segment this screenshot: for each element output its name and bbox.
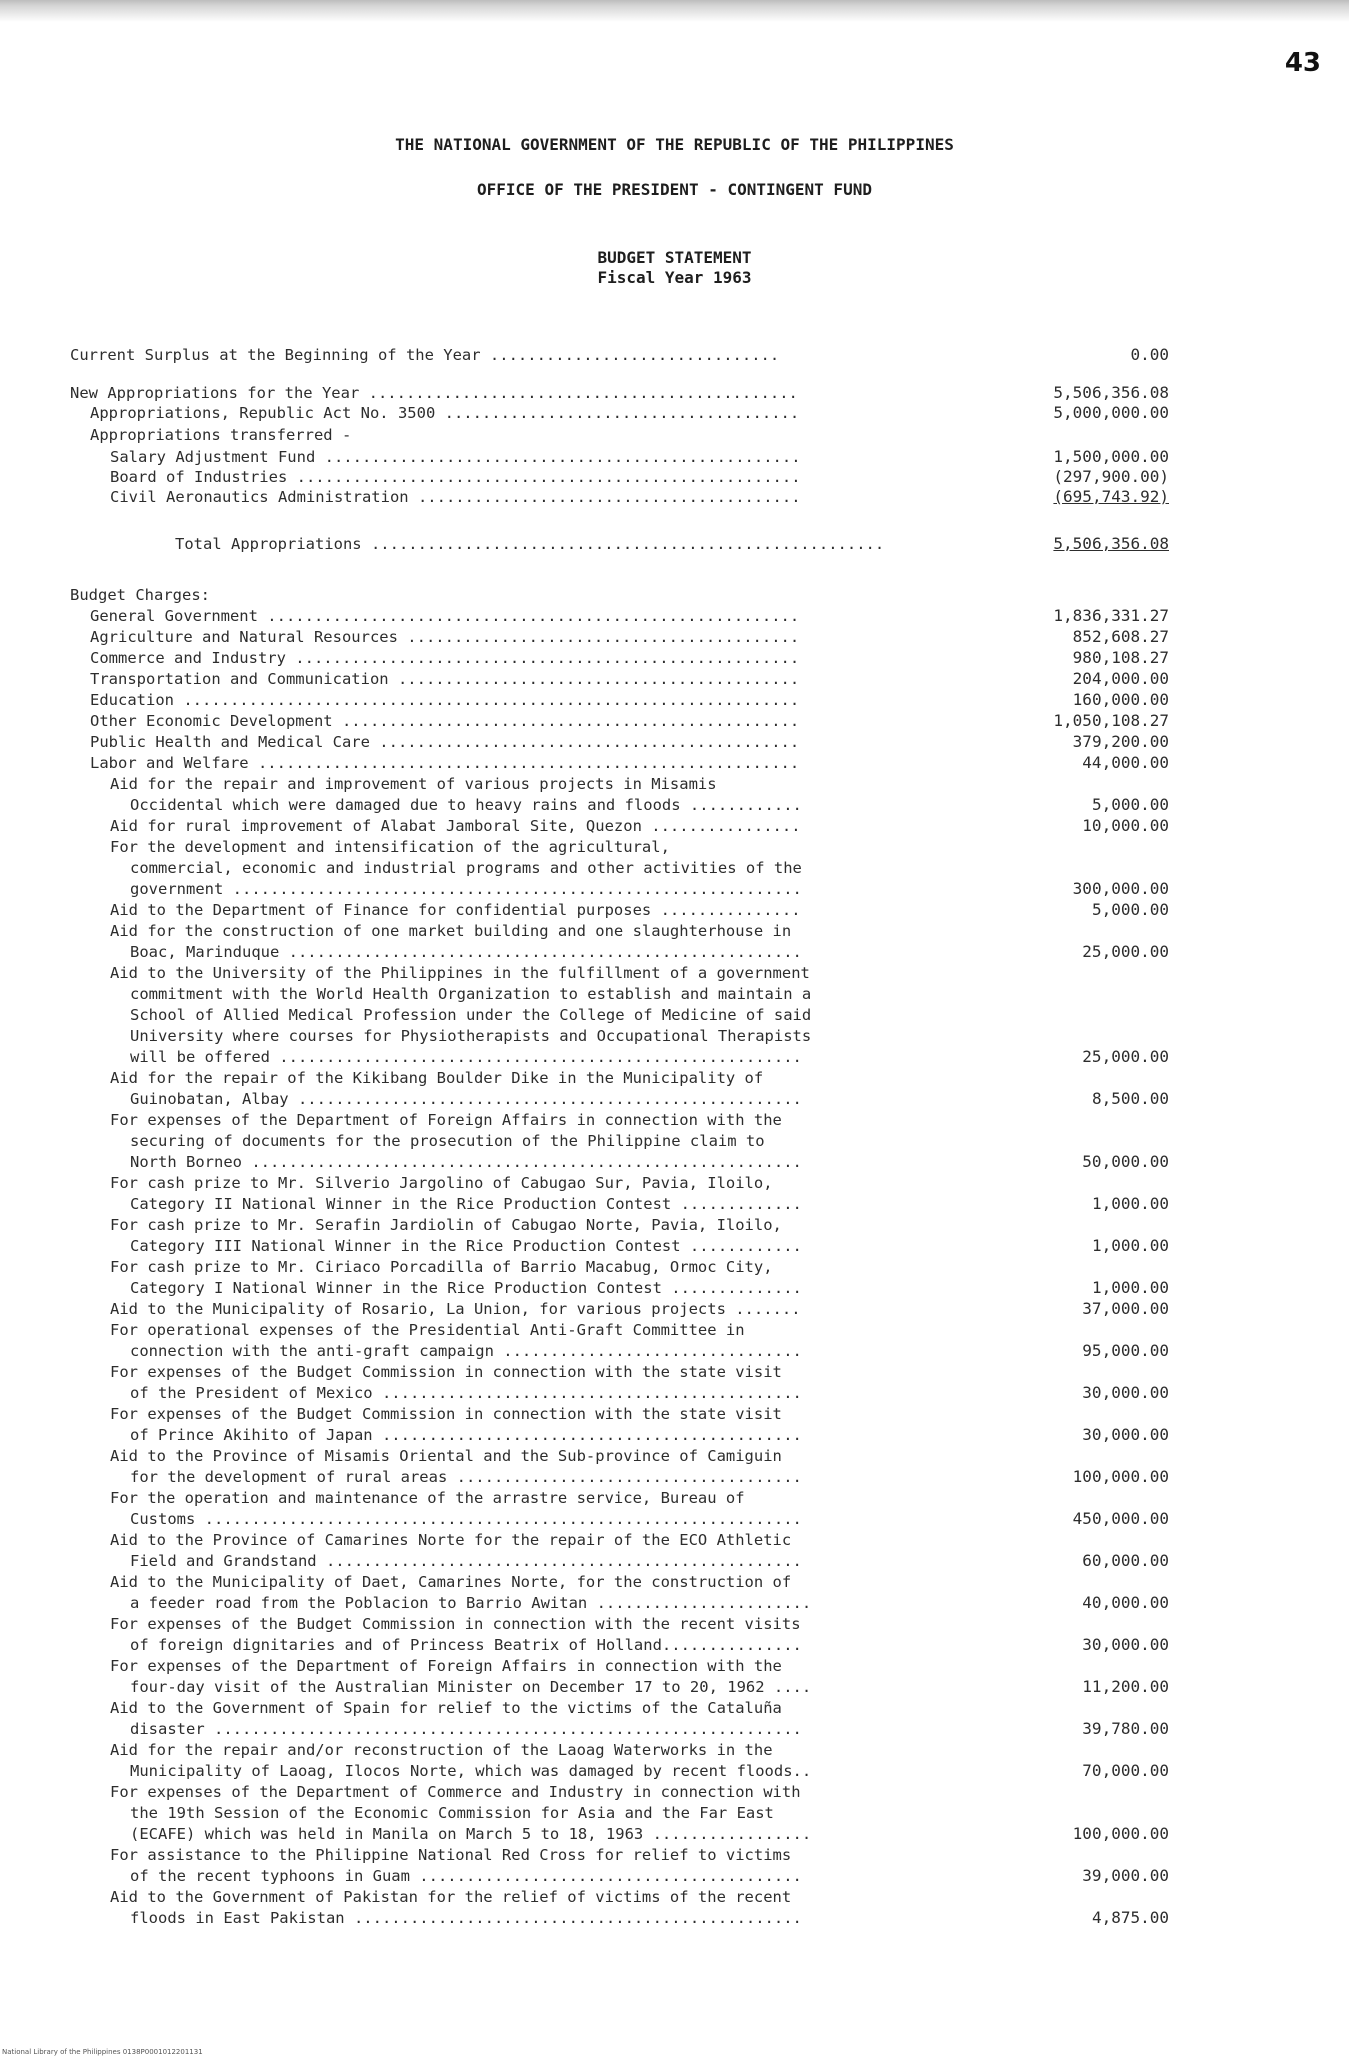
row-label: Municipality of Laoag, Ilocos Norte, which was damaged by recent floods.. — [130, 1762, 812, 1780]
table-row — [0, 1025, 1349, 1047]
row-label: Aid for rural improvement of Alabat Jamboral Site, Quezon ................ — [110, 817, 801, 835]
table-row — [0, 983, 1349, 1005]
row-label: (ECAFE) which was held in Manila on March 5 to 18, 1963 ................. — [130, 1825, 812, 1843]
row-label: Customs ................................................................ — [130, 1510, 802, 1528]
row-amount: 100,000.00 — [1072, 1467, 1169, 1486]
row-amount: 450,000.00 — [1072, 1509, 1169, 1528]
row-amount: 40,000.00 — [1082, 1593, 1169, 1612]
row-label: Occidental which were damaged due to heavy rains and floods ............ — [130, 796, 802, 814]
row-label: commitment with the World Health Organization to establish and maintain a — [130, 985, 812, 1003]
row-amount: (695,743.92) — [1053, 487, 1169, 506]
row-label: For cash prize to Mr. Ciriaco Porcadilla of Barrio Macabug, Ormoc City, — [110, 1258, 773, 1276]
table-row — [0, 1760, 1349, 1782]
row-label: Category II National Winner in the Rice Production Contest ............. — [130, 1195, 802, 1213]
row-amount: 10,000.00 — [1082, 816, 1169, 835]
table-row — [0, 1676, 1349, 1698]
row-label: School of Allied Medical Profession under the College of Medicine of said — [130, 1006, 812, 1024]
page-number: 43 — [1284, 48, 1321, 78]
row-amount: 5,000.00 — [1091, 900, 1169, 919]
table-row — [0, 1214, 1349, 1236]
table-row — [0, 1088, 1349, 1110]
row-amount: 5,000.00 — [1091, 795, 1169, 814]
row-label: the 19th Session of the Economic Commission for Asia and the Far East — [130, 1804, 774, 1822]
row-amount: 25,000.00 — [1082, 1047, 1169, 1066]
row-label: Commerce and Industry ...................................................... — [90, 649, 800, 667]
table-row — [0, 668, 1349, 690]
row-label: of the President of Mexico ............................................. — [130, 1384, 802, 1402]
row-amount: 1,500,000.00 — [1053, 447, 1169, 466]
row-label: Category I National Winner in the Rice Production Contest .............. — [130, 1279, 802, 1297]
table-row — [0, 1907, 1349, 1929]
table-row — [0, 533, 1349, 555]
table-row — [0, 1697, 1349, 1719]
table-row — [0, 1886, 1349, 1908]
row-label: Aid for the construction of one market building and one slaughterhouse in — [110, 922, 792, 940]
row-label: Boac, Marinduque ....................................................... — [130, 943, 802, 961]
row-label: University where courses for Physiotherapists and Occupational Therapists — [130, 1027, 812, 1045]
row-amount: 1,000.00 — [1091, 1236, 1169, 1255]
row-label: a feeder road from the Poblacion to Barrio Awitan ....................... — [130, 1594, 812, 1612]
row-label: Aid to the Government of Pakistan for the relief of victims of the recent — [110, 1888, 792, 1906]
row-label: commercial, economic and industrial programs and other activities of the — [130, 859, 802, 877]
row-amount: 5,000,000.00 — [1053, 403, 1169, 422]
table-row — [0, 1109, 1349, 1131]
row-label: For expenses of the Department of Commerce and Industry in connection with — [110, 1783, 801, 1801]
table-row — [0, 752, 1349, 774]
row-amount: 50,000.00 — [1082, 1152, 1169, 1171]
row-label: General Government ......................................................... — [90, 607, 800, 625]
row-amount: 1,000.00 — [1091, 1278, 1169, 1297]
row-label: Salary Adjustment Fund ................................................... — [110, 448, 801, 466]
title-budget-statement: BUDGET STATEMENT — [597, 248, 752, 267]
table-row — [0, 344, 1349, 366]
row-label: For expenses of the Department of Foreign Affairs in connection with the — [110, 1111, 782, 1129]
table-row — [0, 1634, 1349, 1656]
table-row — [0, 1172, 1349, 1194]
table-row — [0, 1046, 1349, 1068]
table-row — [0, 857, 1349, 879]
row-amount: 39,000.00 — [1082, 1866, 1169, 1885]
table-row — [0, 1529, 1349, 1551]
title-office: OFFICE OF THE PRESIDENT - CONTINGENT FUND — [477, 180, 872, 199]
row-label: Guinobatan, Albay ...................................................... — [130, 1090, 802, 1108]
row-label: Education .................................................................. — [90, 691, 800, 709]
row-label: For the development and intensification of the agricultural, — [110, 838, 670, 856]
table-row — [0, 1445, 1349, 1467]
row-amount: 852,608.27 — [1072, 627, 1169, 646]
row-amount: 70,000.00 — [1082, 1761, 1169, 1780]
table-row — [0, 1781, 1349, 1803]
row-label: Appropriations, Republic Act No. 3500 ...................................... — [90, 404, 800, 422]
row-label: Aid to the Municipality of Rosario, La Union, for various projects ....... — [110, 1300, 801, 1318]
row-amount: 160,000.00 — [1072, 690, 1169, 709]
row-amount: 37,000.00 — [1082, 1299, 1169, 1318]
row-label: Other Economic Development ................................................. — [90, 712, 800, 730]
row-label: Aid to the Province of Misamis Oriental and the Sub-province of Camiguin — [110, 1447, 782, 1465]
row-label: For cash prize to Mr. Serafin Jardiolin of Cabugao Norte, Pavia, Iloilo, — [110, 1216, 782, 1234]
row-amount: 25,000.00 — [1082, 942, 1169, 961]
table-row — [0, 1151, 1349, 1173]
row-amount: 30,000.00 — [1082, 1635, 1169, 1654]
table-row — [0, 962, 1349, 984]
table-row — [0, 941, 1349, 963]
table-row — [0, 836, 1349, 858]
table-row — [0, 1487, 1349, 1509]
title-government: THE NATIONAL GOVERNMENT OF THE REPUBLIC OF THE PHILIPPINES — [395, 135, 954, 154]
row-label: For cash prize to Mr. Silverio Jargolino of Cabugao Sur, Pavia, Iloilo, — [110, 1174, 773, 1192]
table-row — [0, 878, 1349, 900]
row-label: Current Surplus at the Beginning of the Year ............................... — [70, 346, 780, 364]
row-label: of Prince Akihito of Japan ............................................. — [130, 1426, 802, 1444]
table-row — [0, 1382, 1349, 1404]
row-label: For the operation and maintenance of the arrastre service, Bureau of — [110, 1489, 745, 1507]
table-row — [0, 486, 1349, 508]
table-row — [0, 1298, 1349, 1320]
row-label: of the recent typhoons in Guam ......................................... — [130, 1867, 802, 1885]
row-label: For operational expenses of the Presidential Anti-Graft Committee in — [110, 1321, 745, 1339]
row-amount: 4,875.00 — [1091, 1908, 1169, 1927]
row-label: Public Health and Medical Care ............................................. — [90, 733, 800, 751]
row-amount: 980,108.27 — [1072, 648, 1169, 667]
row-amount: 30,000.00 — [1082, 1425, 1169, 1444]
row-amount: 5,506,356.08 — [1053, 534, 1169, 553]
table-row — [0, 1592, 1349, 1614]
row-amount: 1,000.00 — [1091, 1194, 1169, 1213]
table-row — [0, 466, 1349, 488]
table-row — [0, 899, 1349, 921]
row-label: Aid to the Municipality of Daet, Camarines Norte, for the construction of — [110, 1573, 792, 1591]
row-label: connection with the anti-graft campaign ................................ — [130, 1342, 802, 1360]
row-amount: 1,836,331.27 — [1053, 606, 1169, 625]
table-row — [0, 1823, 1349, 1845]
row-label: of foreign dignitaries and of Princess Beatrix of Holland............... — [130, 1636, 802, 1654]
row-label: Total Appropriations ....................................................... — [175, 535, 885, 553]
row-label: securing of documents for the prosecution of the Philippine claim to — [130, 1132, 765, 1150]
table-row — [0, 710, 1349, 732]
table-row — [0, 1256, 1349, 1278]
row-amount: 44,000.00 — [1082, 753, 1169, 772]
row-label: Budget Charges: — [70, 586, 210, 604]
row-label: four-day visit of the Australian Minister on December 17 to 20, 1962 .... — [130, 1678, 812, 1696]
table-row — [0, 1844, 1349, 1866]
table-row — [0, 1403, 1349, 1425]
table-row — [0, 446, 1349, 468]
table-row — [0, 402, 1349, 424]
table-row — [0, 1466, 1349, 1488]
row-label: Aid for the repair and/or reconstruction of the Laoag Waterworks in the — [110, 1741, 773, 1759]
row-label: For expenses of the Department of Foreign Affairs in connection with the — [110, 1657, 782, 1675]
row-label: Appropriations transferred - — [90, 426, 352, 444]
row-label: Labor and Welfare .......................................................... — [90, 754, 800, 772]
table-row — [0, 794, 1349, 816]
title-fiscal-year: Fiscal Year 1963 — [597, 268, 752, 287]
row-label: floods in East Pakistan ................................................ — [130, 1909, 802, 1927]
table-row — [0, 1508, 1349, 1530]
row-label: Aid to the Department of Finance for confidential purposes ............... — [110, 901, 801, 919]
row-label: Category III National Winner in the Rice Production Contest ............ — [130, 1237, 802, 1255]
row-label: will be offered ........................................................ — [130, 1048, 802, 1066]
row-amount: 60,000.00 — [1082, 1551, 1169, 1570]
table-row — [0, 1571, 1349, 1593]
table-row — [0, 647, 1349, 669]
row-amount: 100,000.00 — [1072, 1824, 1169, 1843]
table-row — [0, 1718, 1349, 1740]
table-row — [0, 920, 1349, 942]
row-label: for the development of rural areas ..................................... — [130, 1468, 802, 1486]
table-row — [0, 689, 1349, 711]
table-row — [0, 1067, 1349, 1089]
table-row — [0, 584, 1349, 606]
table-row — [0, 1655, 1349, 1677]
row-label: North Borneo ........................................................... — [130, 1153, 802, 1171]
row-label: New Appropriations for the Year .............................................. — [70, 384, 798, 402]
row-amount: 1,050,108.27 — [1053, 711, 1169, 730]
row-label: Board of Industries ...................................................... — [110, 468, 801, 486]
table-row — [0, 773, 1349, 795]
row-label: Aid for the repair of the Kikibang Boulder Dike in the Municipality of — [110, 1069, 764, 1087]
row-amount: 39,780.00 — [1082, 1719, 1169, 1738]
row-label: government ............................................................. — [130, 880, 802, 898]
table-row — [0, 1802, 1349, 1824]
table-row — [0, 382, 1349, 404]
table-row — [0, 1550, 1349, 1572]
row-label: Agriculture and Natural Resources .......................................... — [90, 628, 800, 646]
row-amount: 95,000.00 — [1082, 1341, 1169, 1360]
row-label: Civil Aeronautics Administration ......................................... — [110, 488, 801, 506]
row-amount: (297,900.00) — [1053, 467, 1169, 486]
row-label: Aid to the Province of Camarines Norte for the repair of the ECO Athletic — [110, 1531, 792, 1549]
table-row — [0, 626, 1349, 648]
row-amount: 30,000.00 — [1082, 1383, 1169, 1402]
table-row — [0, 1865, 1349, 1887]
table-row — [0, 1004, 1349, 1026]
row-amount: 300,000.00 — [1072, 879, 1169, 898]
row-amount: 8,500.00 — [1091, 1089, 1169, 1108]
row-label: Aid to the Government of Spain for relief to the victims of the Cataluña — [110, 1699, 782, 1717]
table-row — [0, 1130, 1349, 1152]
table-row — [0, 1613, 1349, 1635]
row-amount: 5,506,356.08 — [1053, 383, 1169, 402]
table-row — [0, 731, 1349, 753]
table-row — [0, 815, 1349, 837]
row-label: Aid to the University of the Philippines in the fulfillment of a government — [110, 964, 810, 982]
row-label: Aid for the repair and improvement of various projects in Misamis — [110, 775, 717, 793]
row-label: Field and Grandstand ................................................... — [130, 1552, 802, 1570]
table-row — [0, 605, 1349, 627]
table-row — [0, 1277, 1349, 1299]
row-label: For assistance to the Philippine National Red Cross for relief to victims — [110, 1846, 792, 1864]
row-label: For expenses of the Budget Commission in connection with the state visit — [110, 1405, 782, 1423]
table-row — [0, 1193, 1349, 1215]
table-row — [0, 424, 1349, 446]
table-row — [0, 1319, 1349, 1341]
row-label: Transportation and Communication ........................................... — [90, 670, 800, 688]
row-amount: 11,200.00 — [1082, 1677, 1169, 1696]
table-row — [0, 1340, 1349, 1362]
footer-caption: National Library of the Philippines 0138P0001012201131 — [2, 2048, 203, 2056]
row-label: For expenses of the Budget Commission in connection with the state visit — [110, 1363, 782, 1381]
row-amount: 0.00 — [1130, 345, 1169, 364]
table-row — [0, 1424, 1349, 1446]
row-amount: 204,000.00 — [1072, 669, 1169, 688]
row-label: disaster ............................................................... — [130, 1720, 802, 1738]
row-amount: 379,200.00 — [1072, 732, 1169, 751]
table-row — [0, 1739, 1349, 1761]
table-row — [0, 1235, 1349, 1257]
table-row — [0, 1361, 1349, 1383]
row-label: For expenses of the Budget Commission in connection with the recent visits — [110, 1615, 801, 1633]
